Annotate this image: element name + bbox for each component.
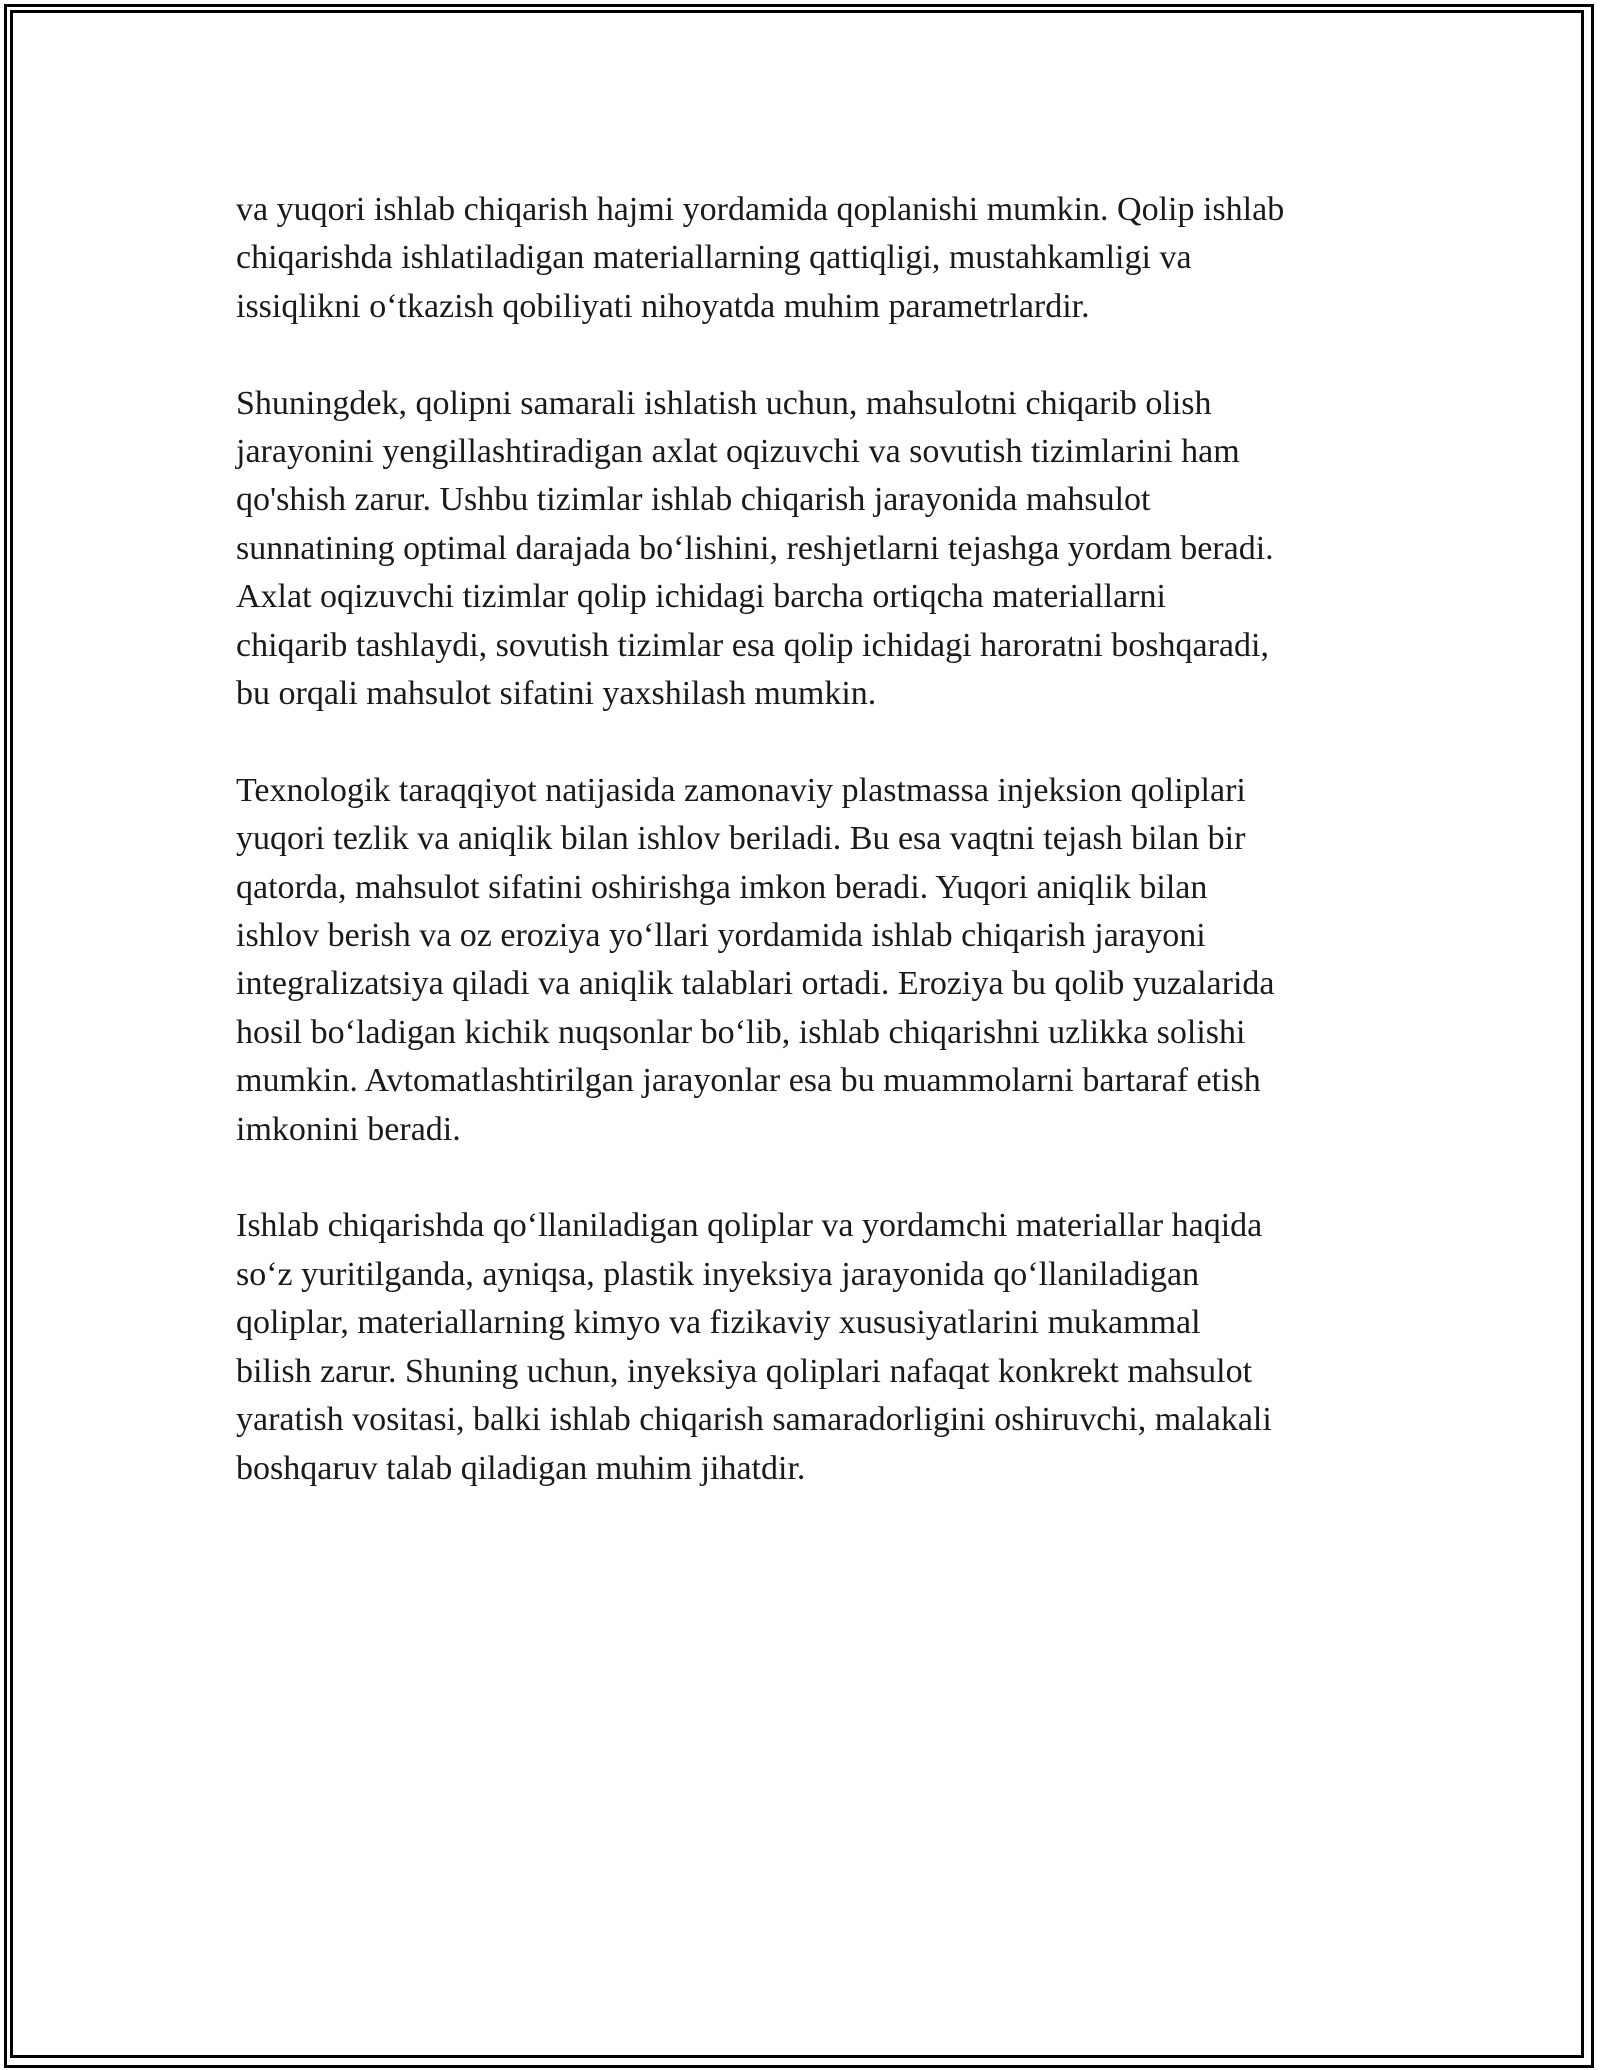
text-line: va yuqori ishlab chiqarish hajmi yordamida qoplanishi mumkin. Qolip ishlab <box>236 191 1285 228</box>
text-line: qoliplar, materiallarning kimyo va fizikaviy xususiyatlarini mukammal <box>236 1304 1201 1342</box>
text-line: soʻz yuritilganda, ayniqsa, plastik inyeksiya jarayonida qoʻllaniladigan <box>236 1255 1200 1293</box>
text-line: yaratish vositasi, balki ishlab chiqarish samaradorligini oshiruvchi, malakali <box>236 1401 1272 1439</box>
text-line: Shuningdek, qolipni samarali ishlatish uchun, mahsulotni chiqarib olish <box>236 384 1212 422</box>
paragraph-1 <box>236 186 1386 331</box>
text-line: qo'shish zarur. Ushbu tizimlar ishlab chiqarish jarayonida mahsulot <box>236 481 1151 519</box>
text-line: Texnologik taraqqiyot natijasida zamonaviy plastmassa injeksion qoliplari <box>236 771 1246 809</box>
document-body <box>236 186 1386 1541</box>
text-line: hosil boʻladigan kichik nuqsonlar boʻlib, ishlab chiqarishni uzlikka solishi <box>236 1013 1246 1051</box>
text-line: chiqarishda ishlatiladigan materiallarning qattiqligi, mustahkamligi va <box>236 239 1192 277</box>
text-line: sunnatining optimal darajada boʻlishini, reshjetlarni tejashga yordam beradi. <box>236 529 1274 567</box>
text-line: imkonini beradi. <box>236 1110 461 1148</box>
text-line: bilish zarur. Shuning uchun, inyeksiya qoliplari nafaqat konkrekt mahsulot <box>236 1352 1253 1390</box>
text-line: boshqaruv talab qiladigan muhim jihatdir. <box>236 1449 806 1487</box>
text-line: integralizatsiya qiladi va aniqlik talablari ortadi. Eroziya bu qolib yuzalarida <box>236 965 1275 1003</box>
text-line: yuqori tezlik va aniqlik bilan ishlov beriladi. Bu esa vaqtni tejash bilan bir <box>236 820 1246 858</box>
paragraph-4 <box>236 1202 1386 1492</box>
text-line: chiqarib tashlaydi, sovutish tizimlar esa qolip ichidagi haroratni boshqaradi, <box>236 626 1269 664</box>
text-line: Ishlab chiqarishda qoʻllaniladigan qoliplar va yordamchi materiallar haqida <box>236 1207 1263 1245</box>
text-line: jarayonini yengillashtiradigan axlat oqizuvchi va sovutish tizimlarini ham <box>236 433 1240 471</box>
text-line: qatorda, mahsulot sifatini oshirishga imkon beradi. Yuqori aniqlik bilan <box>236 868 1208 906</box>
paragraph-3 <box>236 767 1386 1154</box>
text-line: bu orqali mahsulot sifatini yaxshilash mumkin. <box>236 675 877 713</box>
text-line: issiqlikni oʻtkazish qobiliyati nihoyatda muhim parametrlardir. <box>236 287 1090 325</box>
paragraph-2 <box>236 380 1386 719</box>
text-line: mumkin. Avtomatlashtirilgan jarayonlar esa bu muammolarni bartaraf etish <box>236 1062 1261 1100</box>
text-line: ishlov berish va oz eroziya yoʻllari yordamida ishlab chiqarish jarayoni <box>236 917 1206 955</box>
text-line: Axlat oqizuvchi tizimlar qolip ichidagi barcha ortiqcha materiallarni <box>236 578 1166 616</box>
